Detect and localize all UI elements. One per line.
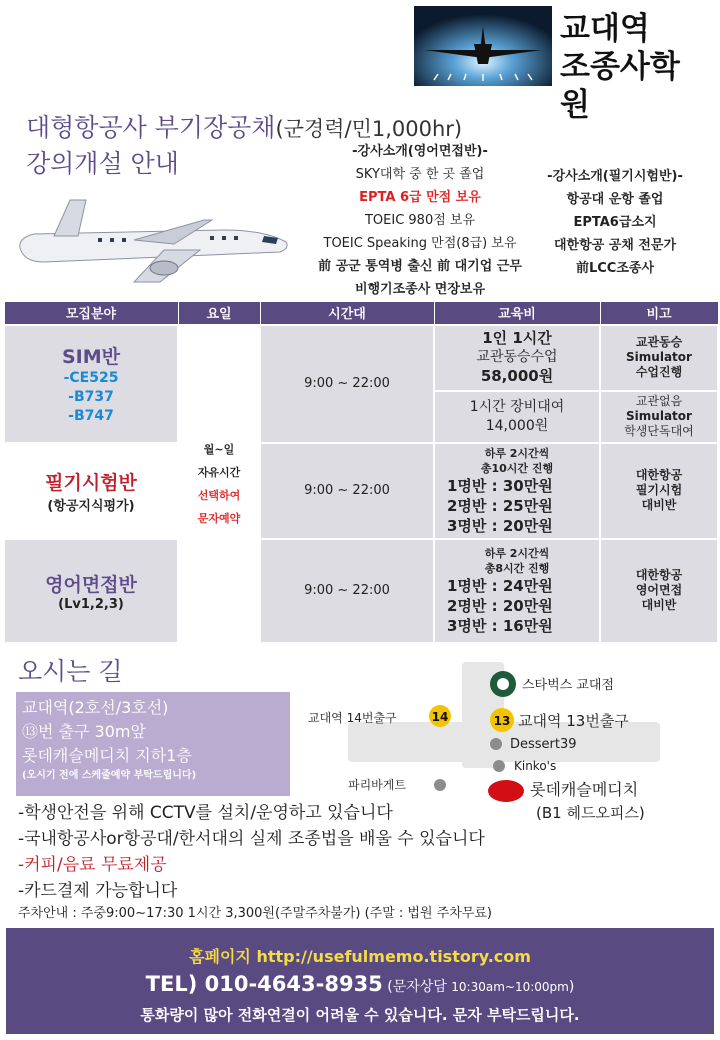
written-class-name: 필기시험반 (45, 471, 137, 494)
instructor-written (520, 165, 710, 280)
header-field: 모집분야 (4, 302, 178, 325)
sim-fee-2: 1시간 장비대여 14,000원 (434, 391, 600, 443)
bullet-item: -커피/음료 무료제공 (18, 855, 167, 875)
title-paren: (군경력/민1,000hr) (275, 117, 463, 141)
footer-note: 통화량이 많아 전화연결이 어려울 수 있습니다. 문자 부탁드립니다. (140, 1006, 580, 1024)
instructor-english-line: EPTA 6급 만점 보유 (359, 190, 481, 205)
instructor-english-line: TOEIC Speaking 만점(8급) 보유 (323, 236, 517, 251)
office-marker (488, 780, 524, 802)
map-lotte: 롯데캐슬메디치 (530, 780, 639, 799)
kinkos-dot (493, 760, 505, 772)
map-exit13: 교대역 13번출구 (518, 712, 629, 730)
sim-fee-1: 1인 1시간 교관동승수업 58,000원 (434, 325, 600, 391)
parking-info: 주차안내 : 주중9:00~17:30 1시간 3,300원(주말주차불가) (주말 : 법원 주차무료) (18, 906, 492, 921)
instructor-written-line: 前LCC조종사 (575, 261, 655, 276)
table-header-row (4, 302, 718, 325)
instructor-written-line: 항공대 운항 졸업 (566, 192, 664, 207)
instructor-written-heading: -강사소개(필기시험반)- (547, 169, 683, 184)
written-time: 9:00 ~ 22:00 (260, 443, 434, 539)
address-note: (오시기 전에 스케줄예약 부탁드립니다) (22, 770, 197, 781)
bullet-item: -국내항공사or항공대/한서대의 실제 조종법을 배울 수 있습니다 (18, 829, 485, 849)
phone-number[interactable]: TEL) 010-4643-8935 (문자상담 10:30am~10:00pm) (145, 972, 575, 996)
airplane-runway-logo-image (414, 6, 552, 86)
info-bullets (18, 800, 485, 904)
written-class-sub: (항공지식평가) (47, 498, 135, 514)
map-exit14-num: 14 (431, 710, 449, 724)
written-note: 대한항공 필기시험 대비반 (600, 443, 718, 539)
logo-line-1: 교대역 (560, 11, 650, 47)
table-row-english (4, 539, 718, 643)
map-dessert: Dessert39 (510, 737, 577, 752)
written-fee: 하루 2시간씩 총10시간 진행 1명반 : 30만원 2명반 : 25만원 3명반 : 20만원 (434, 443, 600, 539)
header-time: 시간대 (260, 302, 434, 325)
english-class-sub: (Lv1,2,3) (58, 596, 124, 612)
english-note: 대한항공 영어면접 대비반 (600, 539, 718, 643)
instructor-english-heading: -강사소개(영어면접반)- (352, 144, 488, 159)
title-main: 대형항공사 부기장공채 (26, 113, 276, 142)
english-class-cell (4, 539, 178, 643)
sim-note-2: 교관없음 Simulator 학생단독대여 (600, 391, 718, 443)
homepage-link[interactable]: 홈페이지 http://usefulmemo.tistory.com (189, 947, 531, 966)
instructor-english-line: SKY대학 중 한 곳 졸업 (355, 167, 485, 182)
map-kinkos: Kinko's (514, 759, 557, 773)
address-line: 교대역(2호선/3호선) (22, 698, 169, 717)
map-starbucks: 스타벅스 교대점 (522, 678, 615, 693)
page-title (26, 108, 462, 144)
instructor-english-line: 前 공군 통역병 출신 前 대기업 근무 (318, 259, 522, 274)
table-row-written (4, 443, 718, 539)
header-day: 요일 (178, 302, 260, 325)
map-exit13-num: 13 (493, 714, 511, 728)
paris-dot (434, 779, 446, 791)
academy-logo (414, 6, 708, 123)
sim-type: -B737 (68, 388, 114, 405)
english-time: 9:00 ~ 22:00 (260, 539, 434, 643)
sim-time: 9:00 ~ 22:00 (260, 325, 434, 443)
sim-class-name: SIM반 (61, 345, 120, 368)
day-line: 문자예약 (197, 511, 241, 525)
map-office: (B1 헤드오피스) (536, 804, 645, 822)
day-cell (178, 325, 260, 643)
contact-footer (6, 928, 714, 1034)
directions-title: 오시는 길 (18, 657, 123, 686)
address-line: ⑬번 출구 30m앞 (22, 722, 146, 741)
logo-text (560, 10, 708, 124)
written-class-cell (4, 443, 178, 539)
instructor-english-line: 비행기조종사 면장보유 (354, 282, 486, 297)
course-table (3, 301, 719, 644)
logo-line-2: 조종사학원 (560, 49, 680, 123)
airplane-illustration (14, 196, 294, 286)
day-line: 월~일 (203, 442, 235, 456)
day-line: 자유시간 (197, 465, 241, 479)
map-exit14: 교대역 14번출구 (308, 711, 397, 725)
map-paris: 파리바게트 (348, 778, 406, 792)
instructor-written-line: 대한항공 공채 전문가 (553, 238, 677, 253)
bullet-item: -카드결제 가능합니다 (18, 881, 178, 901)
instructor-written-line: EPTA6급소지 (573, 215, 657, 230)
english-class-name: 영어면접반 (45, 573, 137, 596)
sim-note-1: 교관동승 Simulator 수업진행 (600, 325, 718, 391)
address-box (16, 692, 290, 796)
english-fee: 하루 2시간씩 총8시간 진행 1명반 : 24만원 2명반 : 20만원 3명반 : 16만원 (434, 539, 600, 643)
sim-type: -B747 (68, 407, 114, 424)
page-subtitle: 강의개설 안내 (26, 149, 179, 178)
address-line: 롯데캐슬메디치 지하1층 (22, 746, 192, 765)
dessert-dot (490, 738, 502, 750)
instructor-english-line: TOEIC 980점 보유 (364, 213, 476, 228)
sim-class-cell (4, 325, 178, 443)
bullet-item: -학생안전을 위해 CCTV를 설치/운영하고 있습니다 (18, 803, 393, 823)
header-fee: 교육비 (434, 302, 600, 325)
sim-type: -CE525 (63, 369, 119, 386)
table-row-sim-1 (4, 325, 718, 391)
header-note: 비고 (600, 302, 718, 325)
day-line: 선택하여 (197, 488, 241, 502)
